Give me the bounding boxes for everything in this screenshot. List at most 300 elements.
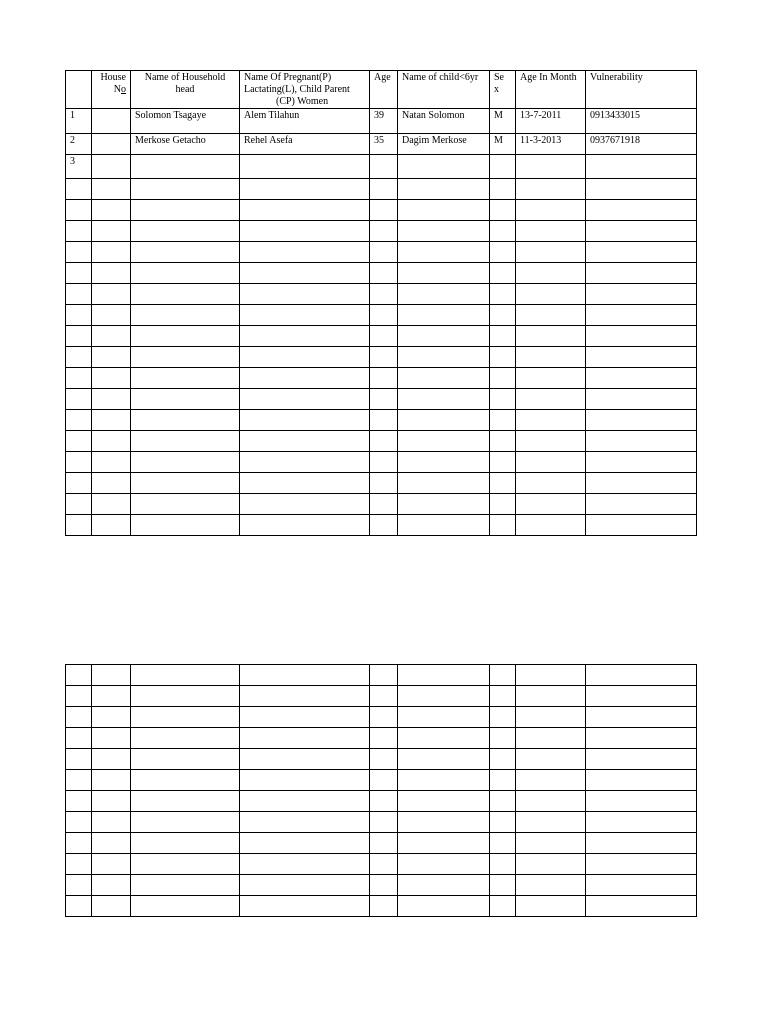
table-row [66, 728, 697, 749]
table-row [66, 515, 697, 536]
cell-child-name [398, 770, 490, 791]
cell-household-head [131, 770, 240, 791]
cell-vulnerability [586, 305, 697, 326]
cell-age [370, 749, 398, 770]
cell-child-name [398, 665, 490, 686]
cell-house-no [92, 494, 131, 515]
cell-vulnerability [586, 791, 697, 812]
cell-household-head [131, 896, 240, 917]
cell-serial [66, 221, 92, 242]
cell-women [240, 875, 370, 896]
cell-household-head [131, 833, 240, 854]
cell-household-head [131, 431, 240, 452]
cell-child-name [398, 875, 490, 896]
cell-age-in-month [516, 791, 586, 812]
cell-sex [490, 179, 516, 200]
cell-household-head [131, 473, 240, 494]
cell-serial [66, 707, 92, 728]
cell-age-in-month [516, 515, 586, 536]
cell-vulnerability [586, 896, 697, 917]
table-row [66, 410, 697, 431]
cell-house-no [92, 305, 131, 326]
cell-age [370, 347, 398, 368]
cell-serial: 3 [66, 155, 92, 179]
cell-age [370, 431, 398, 452]
cell-house-no [92, 665, 131, 686]
cell-serial [66, 515, 92, 536]
cell-women [240, 242, 370, 263]
cell-serial [66, 875, 92, 896]
table-row [66, 221, 697, 242]
cell-child-name [398, 179, 490, 200]
cell-household-head [131, 854, 240, 875]
cell-sex [490, 284, 516, 305]
cell-serial [66, 749, 92, 770]
cell-vulnerability [586, 155, 697, 179]
cell-sex [490, 200, 516, 221]
cell-age [370, 494, 398, 515]
cell-women [240, 368, 370, 389]
cell-household-head [131, 263, 240, 284]
cell-child-name [398, 728, 490, 749]
cell-age [370, 221, 398, 242]
cell-women [240, 179, 370, 200]
cell-house-no [92, 854, 131, 875]
cell-sex [490, 749, 516, 770]
cell-age [370, 665, 398, 686]
cell-house-no [92, 431, 131, 452]
table-row [66, 326, 697, 347]
cell-age [370, 368, 398, 389]
cell-child-name [398, 155, 490, 179]
cell-sex: M [490, 109, 516, 134]
header-age-in-month: Age In Month [516, 71, 586, 109]
cell-women [240, 389, 370, 410]
table-row [66, 347, 697, 368]
header-house-no-line1: House [100, 72, 126, 83]
cell-age [370, 155, 398, 179]
cell-house-no [92, 410, 131, 431]
cell-house-no [92, 326, 131, 347]
cell-vulnerability [586, 326, 697, 347]
cell-age-in-month [516, 812, 586, 833]
cell-house-no [92, 686, 131, 707]
table-row [66, 812, 697, 833]
cell-vulnerability [586, 854, 697, 875]
cell-age-in-month [516, 833, 586, 854]
cell-house-no [92, 347, 131, 368]
cell-house-no [92, 200, 131, 221]
cell-age [370, 263, 398, 284]
cell-women [240, 515, 370, 536]
cell-age-in-month [516, 221, 586, 242]
cell-age-in-month [516, 665, 586, 686]
cell-women: Rehel Asefa [240, 134, 370, 155]
cell-child-name [398, 452, 490, 473]
cell-child-name [398, 791, 490, 812]
cell-sex [490, 326, 516, 347]
cell-age [370, 326, 398, 347]
cell-women [240, 155, 370, 179]
cell-serial [66, 389, 92, 410]
household-table-body [66, 109, 697, 536]
cell-age-in-month [516, 749, 586, 770]
header-women-line3: (CP) Women [276, 96, 329, 107]
cell-household-head: Merkose Getacho [131, 134, 240, 155]
header-house-no-underlined: o [121, 84, 126, 95]
cell-women [240, 833, 370, 854]
cell-women [240, 854, 370, 875]
cell-age-in-month [516, 473, 586, 494]
table-row [66, 155, 697, 179]
table-row [66, 665, 697, 686]
table-row [66, 200, 697, 221]
cell-serial: 2 [66, 134, 92, 155]
cell-vulnerability [586, 389, 697, 410]
table-row [66, 368, 697, 389]
cell-sex [490, 665, 516, 686]
cell-age [370, 473, 398, 494]
cell-child-name [398, 347, 490, 368]
cell-household-head [131, 200, 240, 221]
cell-household-head [131, 368, 240, 389]
table-row [66, 134, 697, 155]
cell-child-name [398, 200, 490, 221]
cell-household-head [131, 749, 240, 770]
cell-vulnerability [586, 263, 697, 284]
cell-serial [66, 896, 92, 917]
cell-age [370, 452, 398, 473]
cell-age [370, 305, 398, 326]
cell-serial [66, 686, 92, 707]
cell-sex [490, 875, 516, 896]
cell-vulnerability: 0913433015 [586, 109, 697, 134]
cell-child-name [398, 494, 490, 515]
cell-child-name [398, 473, 490, 494]
cell-serial [66, 473, 92, 494]
cell-child-name [398, 284, 490, 305]
cell-household-head [131, 389, 240, 410]
cell-vulnerability [586, 515, 697, 536]
cell-household-head [131, 221, 240, 242]
cell-age [370, 389, 398, 410]
cell-women [240, 812, 370, 833]
table-row [66, 833, 697, 854]
cell-vulnerability [586, 665, 697, 686]
cell-household-head: Solomon Tsagaye [131, 109, 240, 134]
table-row [66, 473, 697, 494]
cell-house-no [92, 875, 131, 896]
cell-house-no [92, 284, 131, 305]
cell-age-in-month [516, 368, 586, 389]
cell-sex [490, 347, 516, 368]
cell-women [240, 410, 370, 431]
cell-age-in-month [516, 263, 586, 284]
cell-child-name [398, 515, 490, 536]
cell-sex [490, 452, 516, 473]
blank-table-body [66, 665, 697, 917]
cell-age [370, 875, 398, 896]
cell-household-head [131, 242, 240, 263]
header-women-line1: Name Of Pregnant(P) [244, 72, 332, 83]
header-sex: Se x [490, 71, 516, 109]
cell-vulnerability [586, 749, 697, 770]
cell-sex [490, 263, 516, 284]
cell-child-name [398, 854, 490, 875]
cell-child-name: Natan Solomon [398, 109, 490, 134]
cell-household-head [131, 326, 240, 347]
cell-household-head [131, 347, 240, 368]
table-row [66, 431, 697, 452]
cell-child-name [398, 221, 490, 242]
cell-age [370, 200, 398, 221]
cell-sex [490, 515, 516, 536]
cell-serial: 1 [66, 109, 92, 134]
cell-serial [66, 728, 92, 749]
cell-house-no [92, 155, 131, 179]
cell-house-no [92, 896, 131, 917]
cell-house-no [92, 179, 131, 200]
cell-age [370, 812, 398, 833]
cell-house-no [92, 749, 131, 770]
header-household-head: Name of Household head [131, 71, 240, 109]
cell-vulnerability [586, 221, 697, 242]
cell-serial [66, 347, 92, 368]
cell-women [240, 665, 370, 686]
table-row [66, 896, 697, 917]
cell-house-no [92, 452, 131, 473]
cell-age-in-month [516, 305, 586, 326]
household-table [65, 70, 697, 536]
cell-sex [490, 155, 516, 179]
cell-household-head [131, 665, 240, 686]
table-row [66, 305, 697, 326]
cell-house-no [92, 368, 131, 389]
cell-sex [490, 305, 516, 326]
cell-house-no [92, 812, 131, 833]
cell-sex: M [490, 134, 516, 155]
cell-vulnerability [586, 686, 697, 707]
cell-age-in-month [516, 410, 586, 431]
cell-household-head [131, 179, 240, 200]
header-women-line2: Lactating(L), Child Parent [244, 84, 350, 95]
cell-women [240, 896, 370, 917]
table-row [66, 242, 697, 263]
cell-house-no [92, 109, 131, 134]
cell-women [240, 473, 370, 494]
table-row [66, 791, 697, 812]
cell-women [240, 770, 370, 791]
cell-household-head [131, 875, 240, 896]
cell-household-head [131, 494, 240, 515]
table-row [66, 749, 697, 770]
cell-age-in-month [516, 431, 586, 452]
cell-age-in-month [516, 896, 586, 917]
cell-age-in-month [516, 854, 586, 875]
cell-child-name [398, 368, 490, 389]
cell-vulnerability [586, 875, 697, 896]
cell-house-no [92, 263, 131, 284]
table-row [66, 770, 697, 791]
cell-women [240, 347, 370, 368]
cell-age [370, 854, 398, 875]
cell-age [370, 179, 398, 200]
cell-age-in-month [516, 155, 586, 179]
cell-sex [490, 770, 516, 791]
cell-vulnerability [586, 242, 697, 263]
cell-child-name [398, 242, 490, 263]
cell-vulnerability: 0937671918 [586, 134, 697, 155]
table-row [66, 452, 697, 473]
cell-child-name [398, 389, 490, 410]
cell-house-no [92, 707, 131, 728]
cell-age [370, 515, 398, 536]
cell-serial [66, 368, 92, 389]
cell-sex [490, 242, 516, 263]
cell-vulnerability [586, 431, 697, 452]
cell-age-in-month [516, 707, 586, 728]
cell-age [370, 284, 398, 305]
table-row [66, 854, 697, 875]
cell-age [370, 791, 398, 812]
cell-women [240, 791, 370, 812]
cell-women [240, 326, 370, 347]
cell-age [370, 770, 398, 791]
cell-sex [490, 368, 516, 389]
cell-sex [490, 221, 516, 242]
cell-vulnerability [586, 707, 697, 728]
cell-sex [490, 389, 516, 410]
cell-serial [66, 410, 92, 431]
cell-serial [66, 284, 92, 305]
header-serial [66, 71, 92, 109]
cell-household-head [131, 284, 240, 305]
cell-vulnerability [586, 728, 697, 749]
table-row [66, 707, 697, 728]
cell-sex [490, 686, 516, 707]
cell-vulnerability [586, 347, 697, 368]
cell-women [240, 200, 370, 221]
cell-vulnerability [586, 473, 697, 494]
cell-age [370, 242, 398, 263]
table-row [66, 875, 697, 896]
cell-serial [66, 854, 92, 875]
cell-women [240, 431, 370, 452]
cell-house-no [92, 221, 131, 242]
cell-age-in-month [516, 686, 586, 707]
cell-serial [66, 200, 92, 221]
cell-serial [66, 665, 92, 686]
cell-vulnerability [586, 833, 697, 854]
cell-child-name [398, 896, 490, 917]
cell-household-head [131, 452, 240, 473]
cell-household-head [131, 728, 240, 749]
cell-child-name [398, 833, 490, 854]
cell-house-no [92, 389, 131, 410]
table-row [66, 179, 697, 200]
header-age: Age [370, 71, 398, 109]
cell-vulnerability [586, 200, 697, 221]
cell-house-no [92, 791, 131, 812]
cell-age-in-month [516, 389, 586, 410]
cell-vulnerability [586, 494, 697, 515]
cell-women [240, 263, 370, 284]
cell-sex [490, 854, 516, 875]
cell-household-head [131, 515, 240, 536]
cell-age: 39 [370, 109, 398, 134]
cell-serial [66, 812, 92, 833]
cell-women [240, 494, 370, 515]
cell-serial [66, 242, 92, 263]
cell-household-head [131, 812, 240, 833]
cell-house-no [92, 833, 131, 854]
cell-sex [490, 896, 516, 917]
cell-age-in-month: 13-7-2011 [516, 109, 586, 134]
table-row [66, 686, 697, 707]
cell-age [370, 686, 398, 707]
cell-age-in-month [516, 728, 586, 749]
cell-sex [490, 494, 516, 515]
cell-house-no [92, 473, 131, 494]
cell-house-no [92, 242, 131, 263]
table-row [66, 109, 697, 134]
cell-women [240, 452, 370, 473]
table-row [66, 494, 697, 515]
cell-child-name [398, 431, 490, 452]
cell-vulnerability [586, 770, 697, 791]
header-child-name: Name of child<6yr [398, 71, 490, 109]
table-row [66, 389, 697, 410]
cell-sex [490, 707, 516, 728]
cell-serial [66, 179, 92, 200]
cell-vulnerability [586, 452, 697, 473]
cell-age [370, 833, 398, 854]
cell-vulnerability [586, 179, 697, 200]
cell-age-in-month [516, 494, 586, 515]
cell-house-no [92, 515, 131, 536]
cell-child-name [398, 749, 490, 770]
cell-child-name [398, 707, 490, 728]
header-vulnerability: Vulnerability [586, 71, 697, 109]
cell-serial [66, 326, 92, 347]
cell-sex [490, 431, 516, 452]
cell-age-in-month [516, 770, 586, 791]
cell-age-in-month [516, 347, 586, 368]
cell-sex [490, 728, 516, 749]
cell-age-in-month [516, 242, 586, 263]
cell-serial [66, 494, 92, 515]
cell-women [240, 707, 370, 728]
cell-household-head [131, 410, 240, 431]
cell-age-in-month: 11-3-2013 [516, 134, 586, 155]
cell-age-in-month [516, 179, 586, 200]
cell-women [240, 221, 370, 242]
table-header-row [66, 71, 697, 109]
cell-child-name [398, 326, 490, 347]
cell-vulnerability [586, 368, 697, 389]
cell-age-in-month [516, 875, 586, 896]
cell-age-in-month [516, 284, 586, 305]
cell-child-name [398, 305, 490, 326]
cell-age [370, 896, 398, 917]
cell-sex [490, 473, 516, 494]
cell-age [370, 707, 398, 728]
table-row [66, 263, 697, 284]
cell-age-in-month [516, 200, 586, 221]
cell-vulnerability [586, 410, 697, 431]
cell-child-name [398, 686, 490, 707]
table-row [66, 284, 697, 305]
